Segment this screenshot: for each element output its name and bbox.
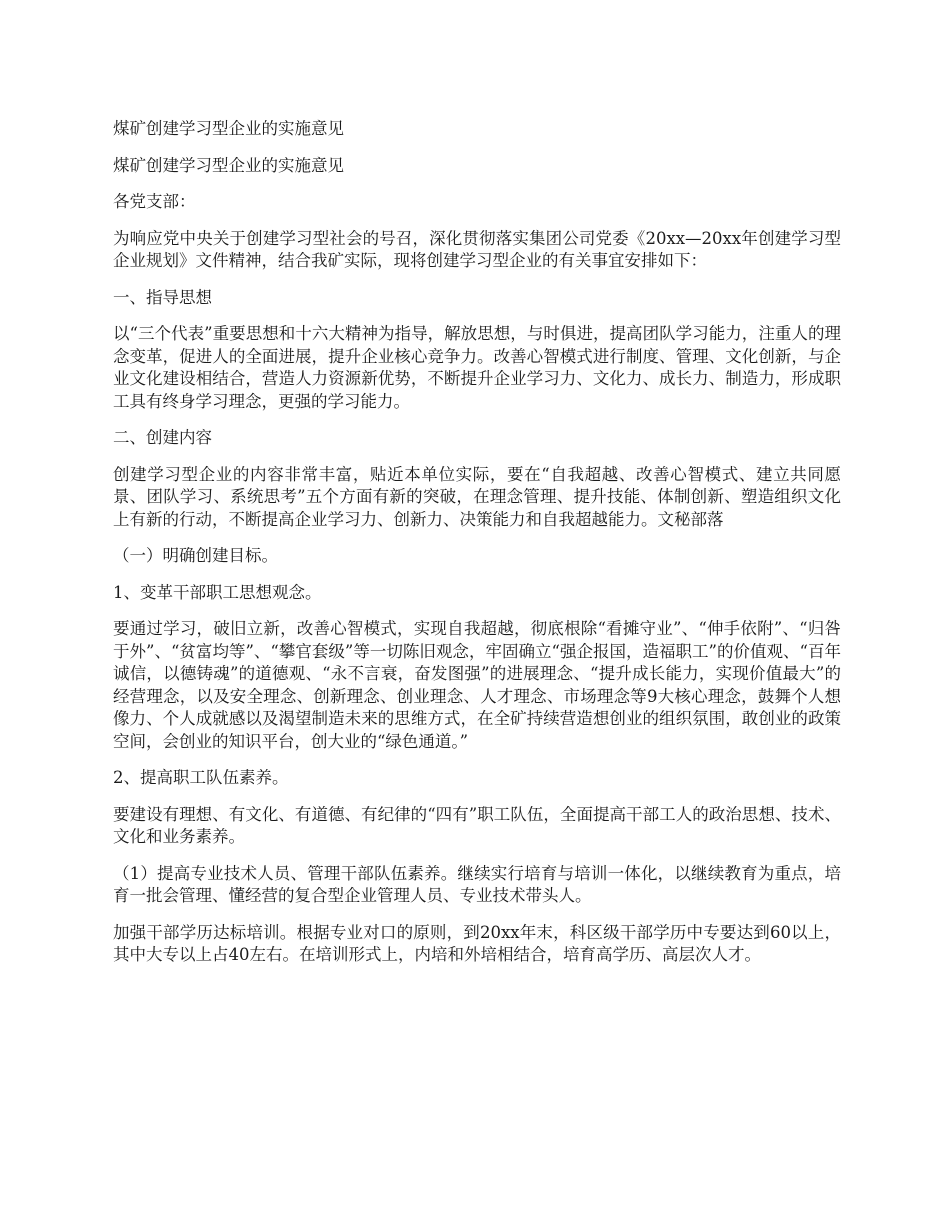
item-1-paragraph: 要通过学习，破旧立新，改善心智模式，实现自我超越，彻底根除“看摊守业”、“伸手依附”、“归咎于外”、“贫富均等”、“攀官套级”等一切陈旧观念，牢固确立“强企报国，造福职工”的价值观、“百年诚信，以德铸魂”的道德观、“永不言衰，奋发图强”的进展理念、“提升成长能力，实现价值最大”的经营理念，以及安全理念、创新理念、创业理念、人才理念、市场理念等9大核心理念，鼓舞个人想像力、个人成就感以及渴望制造未来的思维方式，在全矿持续营造想创业的组织氛围，敢创业的政策空间，会创业的知识平台，创大业的“绿色通道。” bbox=[113, 619, 841, 751]
item-heading-2: 2、提高职工队伍素养。 bbox=[113, 768, 289, 787]
training-paragraph: 加强干部学历达标培训。根据专业对口的原则，到20xx年末，科区级干部学历中专要达到60以上，其中大专以上占40左右。在培训形式上，内培和外培相结合，培育高学历、高层次人才。 bbox=[113, 922, 841, 964]
sub-item-1-paragraph: （1）提高专业技术人员、管理干部队伍素养。继续实行培育与培训一体化，以继续教育为重点，培育一批会管理、懂经营的复合型企业管理人员、专业技术带头人。 bbox=[113, 863, 841, 905]
item-heading-1: 1、变革干部职工思想观念。 bbox=[113, 582, 322, 602]
document-subtitle: 煤矿创建学习型企业的实施意见 bbox=[113, 155, 344, 175]
document-title: 煤矿创建学习型企业的实施意见 bbox=[113, 119, 344, 138]
section-heading-guiding-ideology: 一、指导思想 bbox=[113, 287, 212, 307]
document-body bbox=[113, 118, 841, 981]
content-paragraph: 创建学习型企业的内容非常丰富，贴近本单位实际，要在“自我超越、改善心智模式、建立共同愿景、团队学习、系统思考”五个方面有新的突破，在理念管理、提升技能、体制创新、塑造组织文化上有新的行动，不断提高企业学习力、创新力、决策能力和自我超越能力。文秘部落 bbox=[113, 464, 841, 529]
guiding-ideology-paragraph: 以“三个代表”重要思想和十六大精神为指导，解放思想，与时俱进，提高团队学习能力，注重人的理念变革，促进人的全面进展，提升企业核心竞争力。改善心智模式进行制度、管理、文化创新，与企业文化建设相结合，营造人力资源新优势，不断提升企业学习力、文化力、成长力、制造力，形成职工具有终身学习理念，更强的学习能力。 bbox=[113, 324, 841, 411]
salutation: 各党支部： bbox=[113, 192, 196, 211]
section-heading-content: 二、创建内容 bbox=[113, 428, 212, 447]
subsection-heading-goals: （一）明确创建目标。 bbox=[113, 546, 278, 565]
intro-paragraph: 为响应党中央关于创建学习型社会的号召，深化贯彻落实集团公司党委《20xx—20xx年创建学习型企业规划》文件精神，结合我矿实际，现将创建学习型企业的有关事宜安排如下： bbox=[113, 228, 841, 270]
item-2-paragraph: 要建设有理想、有文化、有道德、有纪律的“四有”职工队伍，全面提高干部工人的政治思想、技术、文化和业务素养。 bbox=[113, 804, 841, 846]
